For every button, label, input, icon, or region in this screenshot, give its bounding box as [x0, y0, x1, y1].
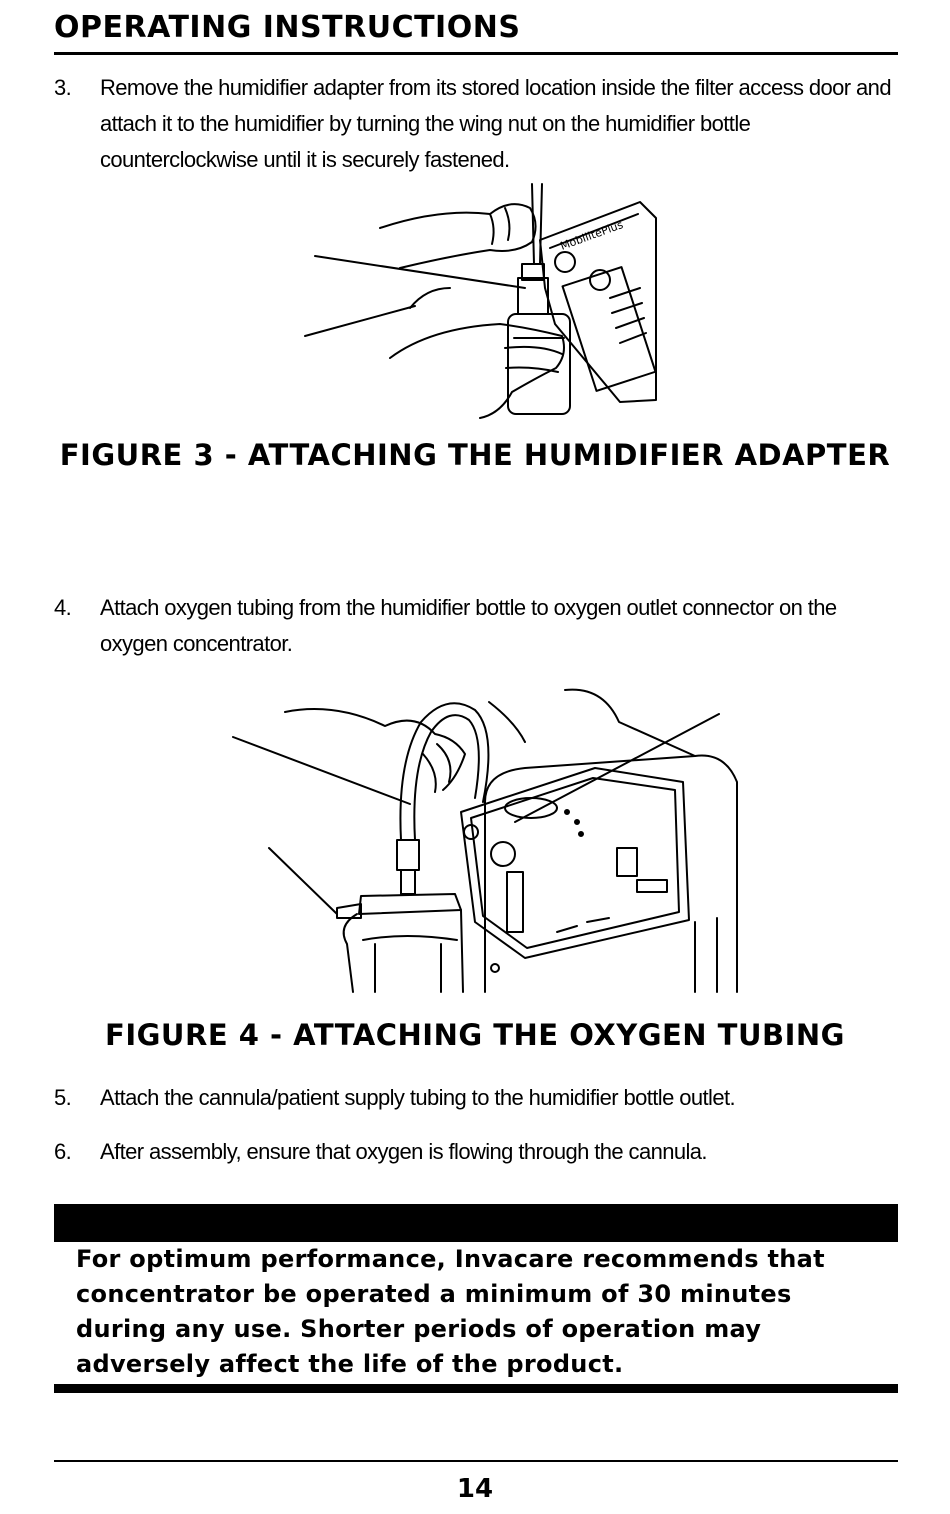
leader-line	[305, 306, 415, 336]
flow-knob	[491, 842, 515, 866]
panel-label: MobilitePlus	[558, 218, 625, 253]
step-4	[54, 590, 898, 662]
step-number: 4.	[54, 595, 72, 620]
humidifier-adapter	[518, 278, 548, 314]
section-title: OPERATING INSTRUCTIONS	[54, 10, 521, 45]
humidifier-bottle	[344, 914, 357, 992]
step-number: 5.	[54, 1085, 72, 1110]
figure-4-caption: FIGURE 4 - ATTACHING THE OXYGEN TUBING	[105, 1018, 845, 1052]
oxygen-tubing-illustration	[225, 682, 745, 994]
power-switch	[617, 848, 637, 876]
step-text: Attach the cannula/patient supply tubing to the humidifier bottle outlet.	[100, 1085, 735, 1110]
note-text: For optimum performance, Invacare recommends that concentrator be operated a minimum of 30 minutes during any use. Shorter periods of operation may adversely affect the life of the product.	[76, 1245, 825, 1378]
oxygen-outlet-connector	[505, 798, 557, 818]
step-text: Attach oxygen tubing from the humidifier bottle to oxygen outlet connector on the oxygen concentrator.	[100, 595, 837, 656]
page-number: 14	[456, 1474, 494, 1504]
tubing-connector	[397, 840, 419, 870]
leader-line	[269, 848, 337, 914]
upper-hand	[380, 204, 536, 268]
step-number: 3.	[54, 75, 72, 100]
hand	[285, 709, 465, 790]
footer-rule	[54, 1460, 898, 1462]
step-number: 6.	[54, 1139, 72, 1164]
figure-3-caption: FIGURE 3 - ATTACHING THE HUMIDIFIER ADAPTER	[59, 438, 891, 472]
humidifier-bottle	[508, 314, 570, 414]
leader-line	[233, 737, 410, 804]
leader-line	[315, 256, 525, 288]
step-3	[54, 70, 898, 178]
step-6	[54, 1134, 898, 1170]
flow-meter	[507, 872, 523, 932]
step-text: Remove the humidifier adapter from its stored location inside the filter access door and attach it to the humidifier by turning the wing nut on the humidifier bottle counterclockwise until it is securely fastened.	[100, 75, 891, 172]
note-header-bar	[54, 1204, 898, 1242]
step-text: After assembly, ensure that oxygen is flowing through the cannula.	[100, 1139, 707, 1164]
humidifier-outlet	[337, 904, 361, 918]
flow-knob	[555, 252, 575, 272]
humidifier-lid	[359, 894, 461, 914]
leader-line	[515, 714, 719, 822]
humidifier-adapter-illustration	[300, 178, 660, 423]
note-bottom-rule	[54, 1384, 898, 1393]
step-5	[54, 1080, 898, 1116]
header-rule	[54, 52, 898, 55]
